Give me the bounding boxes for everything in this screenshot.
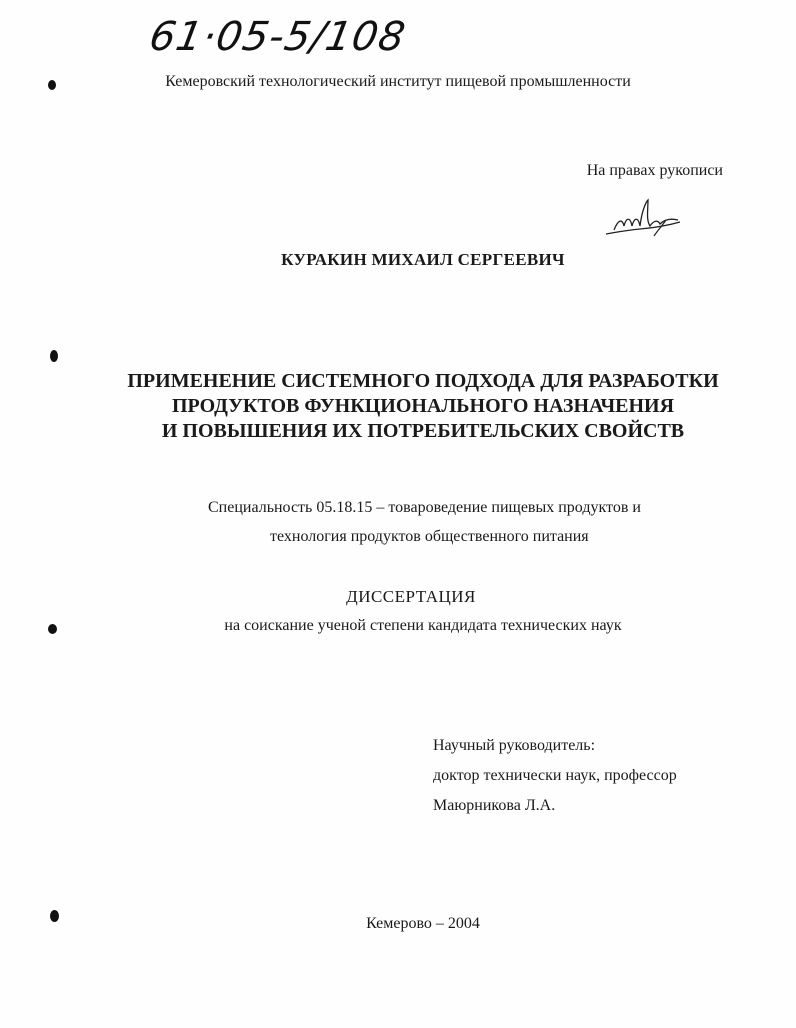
specialty-line: технология продуктов общественного питания bbox=[270, 528, 589, 545]
handwritten-archive-code: 61·05-5/108 bbox=[145, 14, 410, 60]
author-name: КУРАКИН МИХАИЛ СЕРГЕЕВИЧ bbox=[281, 250, 565, 269]
supervisor-name: Маюрникова Л.А. bbox=[433, 797, 556, 814]
punch-hole-mark bbox=[50, 350, 58, 362]
supervisor-label: Научный руководитель: bbox=[433, 737, 596, 754]
city-and-year: Кемерово – 2004 bbox=[366, 915, 480, 932]
title-line: И ПОВЫШЕНИЯ ИХ ПОТРЕБИТЕЛЬСКИХ СВОЙСТВ bbox=[161, 420, 685, 442]
title-line: ПРИМЕНЕНИЕ СИСТЕМНОГО ПОДХОДА ДЛЯ РАЗРАБОТКИ bbox=[127, 370, 719, 392]
title-line: ПРОДУКТОВ ФУНКЦИОНАЛЬНОГО НАЗНАЧЕНИЯ bbox=[171, 395, 675, 417]
manuscript-rights-note: На правах рукописи bbox=[586, 162, 723, 179]
handwritten-signature bbox=[600, 196, 684, 242]
supervisor-title: доктор технически наук, профессор bbox=[433, 767, 677, 784]
institute-name: Кемеровский технологический институт пищевой промышленности bbox=[165, 73, 631, 90]
dissertation-title bbox=[0, 369, 796, 444]
document-type: ДИССЕРТАЦИЯ bbox=[346, 587, 476, 606]
specialty-line: Специальность 05.18.15 – товароведение пищевых продуктов и bbox=[208, 499, 641, 516]
degree-statement: на соискание ученой степени кандидата технических наук bbox=[224, 617, 622, 634]
